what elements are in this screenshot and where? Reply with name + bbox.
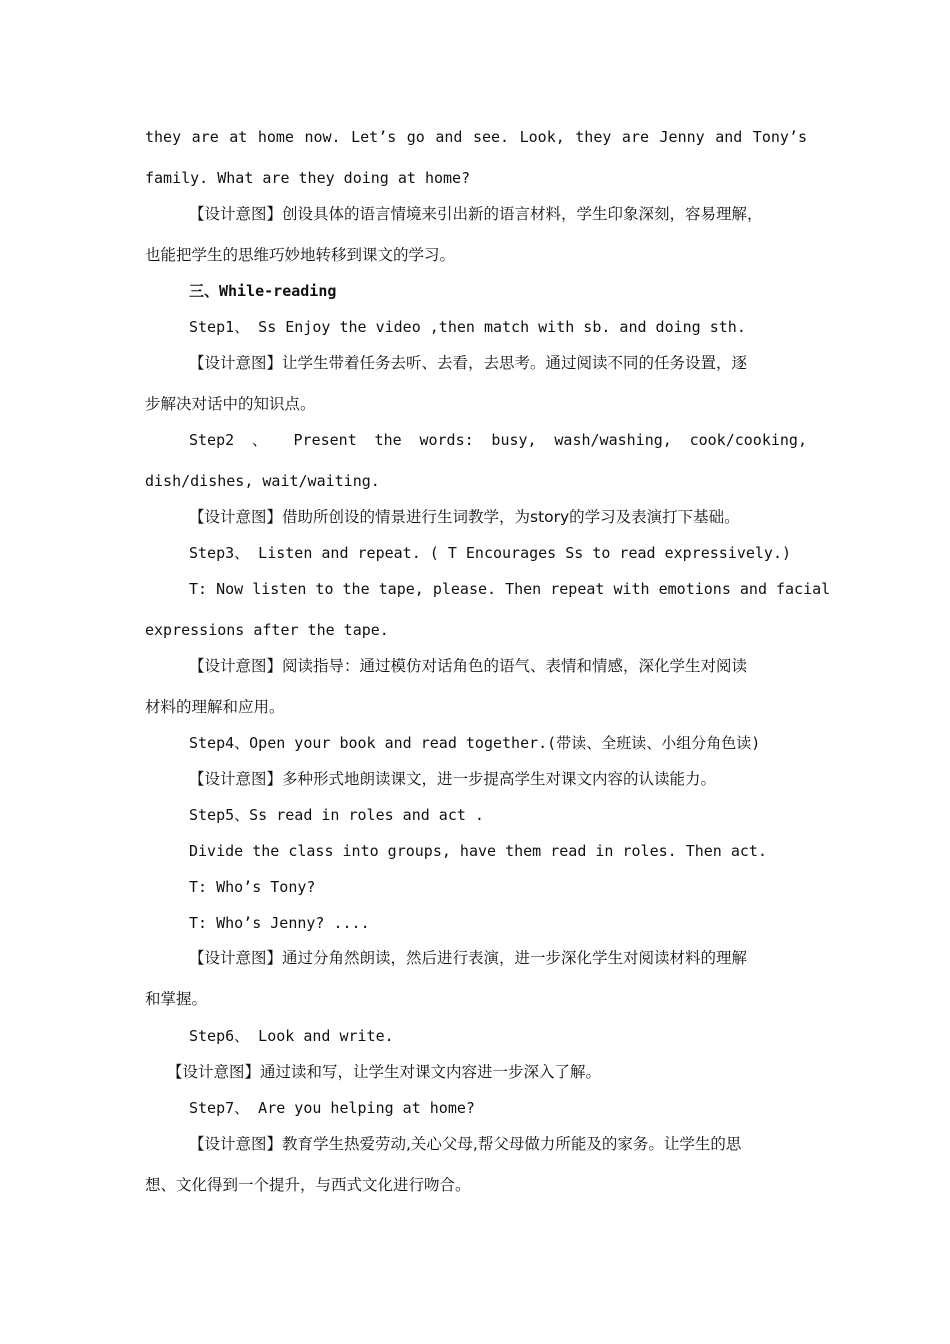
design-intent-line: 【设计意图】让学生带着任务去听、去看，去思考。通过阅读不同的任务设置，逐 (189, 354, 748, 372)
text-line: 和掌握。 (145, 990, 208, 1008)
text-line: T: Who’s Tony? (189, 878, 316, 896)
section-heading: 三、While-reading (189, 282, 337, 300)
text-line: 想、文化得到一个提升，与西式文化进行吻合。 (145, 1176, 471, 1194)
design-intent-line: 【设计意图】教育学生热爱劳动,关心父母,帮父母做力所能及的家务。让学生的思 (189, 1135, 742, 1153)
design-intent-line: 【设计意图】阅读指导：通过模仿对话角色的语气、表情和情感，深化学生对阅读 (189, 657, 748, 675)
step-line: Step4、Open your book and read together.(带读、全班读、小组分角色读) (189, 734, 761, 752)
text-line: T: Now listen to the tape, please. Then repeat with emotions and facial (189, 580, 831, 598)
text-line: 步解决对话中的知识点。 (145, 395, 316, 413)
step-line: Step5、Ss read in roles and act . (189, 806, 484, 824)
design-intent-line: 【设计意图】多种形式地朗读课文，进一步提高学生对课文内容的认读能力。 (189, 770, 717, 788)
step-line: Step7、 Are you helping at home? (189, 1099, 475, 1117)
text-line: Divide the class into groups, have them read in roles. Then act. (189, 842, 767, 860)
text-line: they are at home now. Let’s go and see. Look, they are Jenny and Tony’s (145, 128, 807, 146)
text-line: 材料的理解和应用。 (145, 698, 285, 716)
design-intent-line: 【设计意图】通过分角然朗读，然后进行表演，进一步深化学生对阅读材料的理解 (189, 949, 748, 967)
step-line: Step1、 Ss Enjoy the video ,then match with sb. and doing sth. (189, 318, 746, 336)
design-intent-line: 【设计意图】借助所创设的情景进行生词教学，为story的学习及表演打下基础。 (189, 508, 740, 526)
text-line: T: Who’s Jenny? .... (189, 914, 370, 932)
step-line: Step2 、 Present the words: busy, wash/washing, cook/cooking, (189, 431, 807, 449)
text-line: 也能把学生的思维巧妙地转移到课文的学习。 (145, 246, 456, 264)
design-intent-line: 【设计意图】创设具体的语言情境来引出新的语言材料，学生印象深刻，容易理解， (189, 205, 763, 223)
text-line: dish/dishes, wait/waiting. (145, 472, 380, 490)
text-line: family. What are they doing at home? (145, 169, 471, 187)
design-intent-line: 【设计意图】通过读和写，让学生对课文内容进一步深入了解。 (167, 1063, 602, 1081)
text-line: expressions after the tape. (145, 621, 389, 639)
step-line: Step6、 Look and write. (189, 1027, 394, 1045)
step-line: Step3、 Listen and repeat. ( T Encourages Ss to read expressively.) (189, 544, 791, 562)
